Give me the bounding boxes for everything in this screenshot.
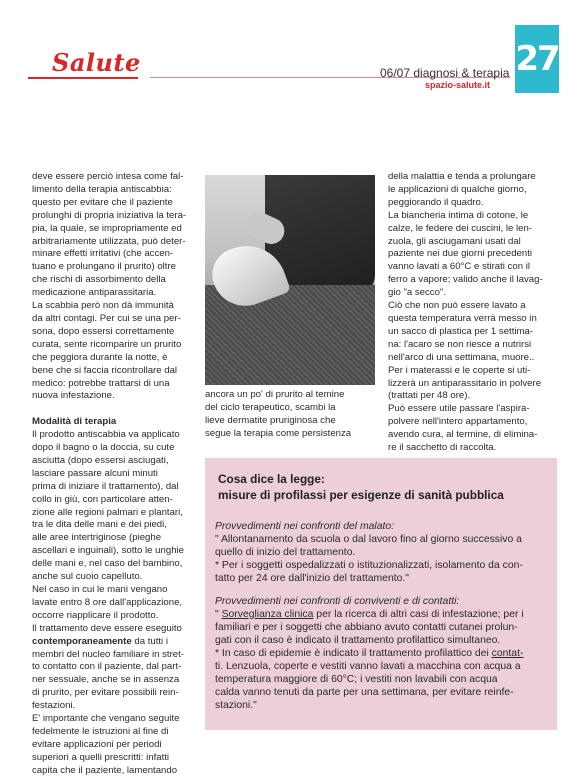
- text-line: pia, la quale, se impropriamente ed: [32, 222, 182, 234]
- text-line: gio "a secco".: [388, 287, 447, 299]
- text-line: Ciò che non può essere lavato a: [388, 300, 526, 312]
- text-line: quello di inizio del trattamento.: [215, 547, 356, 558]
- text-line: questa temperatura verrà messo in: [388, 312, 537, 324]
- column-right: [388, 171, 553, 455]
- text-line: lasciare passare alcuni minuti: [32, 467, 158, 479]
- text-line: re il sacchetto di raccolta.: [388, 442, 497, 454]
- page-number: 27: [515, 25, 559, 93]
- text-line: deve essere perciò intesa come fal-: [32, 171, 184, 182]
- text-line: prima di iniziare il trattamento), dal: [32, 480, 179, 492]
- text-line: prolunghi di propria iniziativa la tera-: [32, 209, 187, 221]
- text-line: nell'arco di una settimana, muore..: [388, 351, 535, 363]
- text-line: ascellari e inguinali), sotto le unghie: [32, 545, 184, 557]
- text-line: fedelmente le istruzioni al fine di: [32, 725, 169, 737]
- text-line: della malattia e tenda a prolungare: [388, 171, 536, 182]
- text-line: ti. Lenzuola, coperte e vestiti vanno lavati a macchina con acqua a: [215, 661, 521, 672]
- text-line: Modalità di terapia: [32, 416, 117, 428]
- patient-measures: [215, 520, 523, 585]
- text-line: alle aree intertriginose (pieghe: [32, 532, 162, 544]
- contact-measures: [215, 595, 524, 712]
- text-line: " Allontanamento da scuola o dal lavoro fino al giorno successivo a: [215, 534, 522, 545]
- text-line: calda vanno tenuti da parte per una settimana, per evitare reinfe-: [215, 687, 514, 698]
- text-line: di prurito, per evitare possibili rein-: [32, 687, 179, 699]
- text-line: [32, 403, 192, 416]
- text-line: asciutta (dopo essersi asciugati,: [32, 454, 169, 466]
- text-line: Il trattamento deve essere eseguito: [32, 622, 182, 634]
- section-label: 06/07 diagnosi & terapia: [380, 66, 510, 80]
- text-line: limento della terapia antiscabbia:: [32, 183, 172, 195]
- text-line: zione alle regioni palmari e plantari,: [32, 506, 183, 518]
- column-middle: [205, 389, 380, 441]
- text-line: che rischi di assorbimento della: [32, 274, 166, 286]
- text-line: lizzerà un antiparassitario in polvere: [388, 377, 542, 389]
- text-line: anche sul cuoio capelluto.: [32, 571, 143, 583]
- text-line: nuova infestazione.: [32, 390, 115, 402]
- text-line: Può essere utile passare l'aspira-: [388, 403, 530, 415]
- text-line: contemporaneamente da tutti i: [32, 635, 168, 647]
- column-left: [32, 171, 192, 778]
- text-line: le applicazioni di qualche giorno,: [388, 183, 527, 195]
- text-line: E' importante che vengano seguite: [32, 713, 180, 725]
- text-line: Il prodotto antiscabbia va applicato: [32, 429, 180, 441]
- text-line: * Per i soggetti ospedalizzati o istituzionalizzati, isolamento da con-: [215, 560, 523, 571]
- text-line: un sacco di plastica per 1 settima-: [388, 325, 534, 337]
- text-line: curata, sente ricomparire un prurito: [32, 338, 182, 350]
- text-line: delle mani e, nel caso del bambino,: [32, 558, 183, 570]
- text-line: Nel caso in cui le mani vengano: [32, 584, 168, 595]
- text-line: evitare applicazioni per periodi: [32, 738, 162, 750]
- text-line: membri del nucleo familiare in stret-: [32, 648, 184, 660]
- text-line: arbitrariamente utilizzata, può deter-: [32, 235, 186, 247]
- text-line: da altri contagi. Per cui se una per-: [32, 312, 181, 324]
- text-line: bene che si faccia ricontrollare dal: [32, 364, 178, 376]
- text-line: tatto per 24 ore dall'inizio del trattamento.": [215, 573, 409, 584]
- text-line: ancora un po' di prurito al temine: [205, 389, 345, 400]
- patient-measures-heading: Provvedimenti nei confronti del malato:: [215, 521, 395, 532]
- text-line: avendo cura, al termine, di elimina-: [388, 429, 538, 441]
- text-line: calze, le federe dei cuscini, le len-: [388, 222, 532, 234]
- text-line: lieve dermatite pruriginosa che: [205, 414, 336, 426]
- text-line: questo per evitare che il paziente: [32, 196, 173, 208]
- text-line: gati con il caso è indicato il trattamento profilattico simultaneo.: [215, 635, 501, 646]
- text-line: familiari e per i soggetti che abbiano avuto contatti cutanei prolun-: [215, 622, 518, 633]
- text-line: La biancheria intima di cotone, le: [388, 209, 529, 221]
- site-link[interactable]: spazio-salute.it: [425, 80, 491, 90]
- text-line: superiori a quelli prescritti: infatti: [32, 751, 170, 763]
- text-line: stazioni.": [215, 700, 257, 711]
- text-line: segue la terapia come persistenza: [205, 427, 352, 439]
- text-line: " Sorveglianza clinica per la ricerca di altri casi di infestazione; per i: [215, 609, 524, 620]
- law-box-title: Cosa dice la legge:: [218, 472, 325, 486]
- text-line: tuano e prolungano il prurito) oltre: [32, 261, 176, 273]
- text-line: vanno lavati a 60°C e stirati con il: [388, 261, 530, 273]
- text-line: minare effetti irritativi (che accen-: [32, 248, 174, 260]
- text-line: occorre riapplicare il prodotto.: [32, 609, 159, 621]
- law-box: [205, 458, 557, 730]
- text-line: medico: potrebbe trattarsi di una: [32, 377, 170, 389]
- text-line: collo in giù, con particolare atten-: [32, 493, 173, 505]
- text-line: to contatto con il paziente, dal part-: [32, 661, 182, 673]
- text-line: polvere nell'intero appartamento,: [388, 416, 528, 428]
- law-box-subtitle: misure di profilassi per esigenze di sanità pubblica: [218, 488, 504, 502]
- text-line: che peggiora durante la notte, è: [32, 351, 168, 363]
- text-line: Per i materassi e le coperte si uti-: [388, 364, 531, 376]
- text-line: ferro a vapore; valido anche il lavag-: [388, 274, 543, 286]
- logo-underline: [28, 77, 138, 79]
- text-line: La scabbia però non dà immunità: [32, 300, 174, 312]
- ironing-photo: [205, 175, 375, 385]
- text-line: (trattati per 48 ore).: [388, 390, 471, 402]
- text-line: festazioni.: [32, 700, 76, 712]
- text-line: peggiorando il quadro.: [388, 196, 484, 208]
- text-line: temperatura maggiore di 60°C; i vestiti non lavabili con acqua: [215, 674, 498, 685]
- text-line: del ciclo terapeutico, scambi la: [205, 401, 336, 413]
- text-line: dopo il bagno o la doccia, su cute: [32, 442, 175, 454]
- text-line: capita che il paziente, lamentando: [32, 764, 178, 776]
- text-line: medicazione antiparassitaria.: [32, 287, 157, 299]
- text-line: * In caso di epidemie è indicato il trattamento profilattico dei contat-: [215, 648, 524, 659]
- text-line: ner sessuale, anche se in assenza: [32, 674, 180, 686]
- text-line: zuola, gli asciugamani usati dal: [388, 235, 521, 247]
- magazine-logo: Salute: [52, 48, 141, 77]
- text-line: tra le dita delle mani e dei piedi,: [32, 519, 167, 531]
- text-line: sona, dopo essersi correttamente: [32, 325, 175, 337]
- contact-measures-heading: Provvedimenti nei confronti di conviventi e di contatti:: [215, 596, 460, 607]
- text-line: lavate entro 8 ore dall'applicazione,: [32, 596, 183, 608]
- text-line: paziente nei due giorni precedenti: [388, 248, 533, 260]
- text-line: na: l'acaro se non riesce a nutrirsi: [388, 338, 532, 350]
